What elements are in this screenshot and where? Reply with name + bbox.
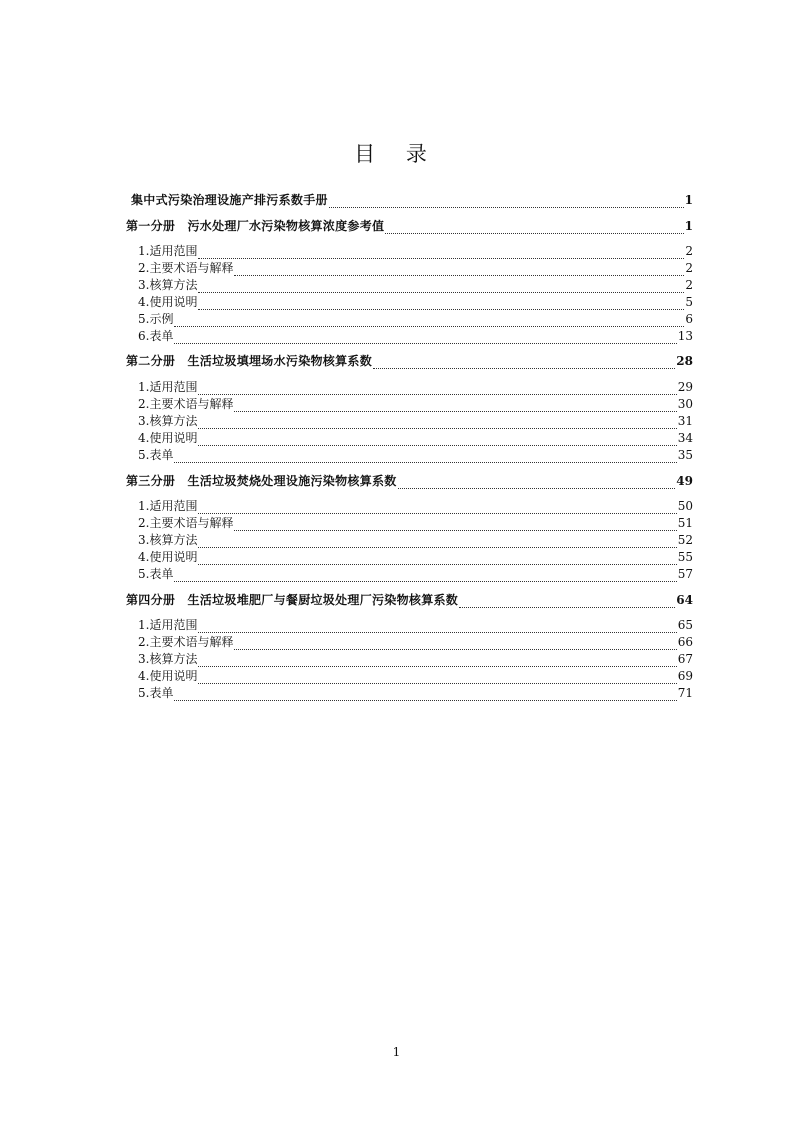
toc-entry-page: 30: [677, 397, 693, 411]
toc-leader-dots: [174, 315, 684, 327]
toc-entry-page: 2: [685, 244, 693, 258]
toc-subsection-entry[interactable]: [138, 243, 693, 259]
toc-title: 目 录: [354, 142, 439, 166]
toc-entry-page: 35: [677, 448, 693, 462]
toc-entry-label: 集中式污染治理设施产排污系数手册: [131, 193, 328, 207]
toc-section-entry[interactable]: [126, 473, 693, 489]
toc-leader-dots: [398, 477, 676, 489]
toc-section-entry[interactable]: [131, 192, 693, 208]
toc-leader-dots: [373, 357, 675, 369]
toc-entry-label: 1.适用范围: [138, 499, 198, 513]
toc-leader-dots: [234, 400, 676, 412]
toc-leader-dots: [198, 417, 676, 429]
toc-entry-label: 4.使用说明: [138, 550, 198, 564]
toc-entry-label: 第一分册 污水处理厂水污染物核算浓度参考值: [126, 219, 385, 233]
toc-entry-page: 29: [677, 380, 693, 394]
toc-subsection-entry[interactable]: [138, 413, 693, 429]
toc-entry-page: 65: [677, 618, 693, 632]
toc-leader-dots: [198, 672, 676, 684]
toc-leader-dots: [329, 196, 684, 208]
toc-entry-page: 66: [677, 635, 693, 649]
toc-entry-page: 64: [676, 593, 693, 607]
toc-leader-dots: [198, 536, 676, 548]
toc-entry-page: 6: [685, 312, 693, 326]
toc-leader-dots: [234, 264, 684, 276]
toc-entry-page: 67: [677, 652, 693, 666]
toc-leader-dots: [234, 519, 676, 531]
toc-section-entry[interactable]: [126, 218, 693, 234]
toc-entry-page: 69: [677, 669, 693, 683]
toc-entry-label: 3.核算方法: [138, 414, 198, 428]
toc-entry-label: 1.适用范围: [138, 618, 198, 632]
toc-leader-dots: [198, 247, 684, 259]
toc-entry-label: 1.适用范围: [138, 380, 198, 394]
toc-entry-label: 4.使用说明: [138, 431, 198, 445]
toc-entry-label: 2.主要术语与解释: [138, 516, 234, 530]
toc-leader-dots: [198, 434, 676, 446]
toc-entry-label: 5.表单: [138, 567, 174, 581]
toc-leader-dots: [198, 502, 676, 514]
toc-subsection-entry[interactable]: [138, 549, 693, 565]
toc-leader-dots: [174, 570, 676, 582]
toc-subsection-entry[interactable]: [138, 260, 693, 276]
toc-leader-dots: [385, 222, 683, 234]
toc-entry-page: 34: [677, 431, 693, 445]
toc-entry-label: 1.适用范围: [138, 244, 198, 258]
toc-leader-dots: [234, 638, 676, 650]
toc-entry-page: 51: [677, 516, 693, 530]
toc-entry-page: 28: [676, 354, 693, 368]
toc-leader-dots: [198, 553, 676, 565]
toc-entry-label: 3.核算方法: [138, 533, 198, 547]
toc-subsection-entry[interactable]: [138, 685, 693, 701]
page-number: 1: [392, 1045, 401, 1059]
toc-subsection-entry[interactable]: [138, 532, 693, 548]
toc-subsection-entry[interactable]: [138, 396, 693, 412]
toc-entry-label: 4.使用说明: [138, 295, 198, 309]
toc-entry-label: 第三分册 生活垃圾焚烧处理设施污染物核算系数: [126, 474, 397, 488]
toc-entry-label: 5.表单: [138, 686, 174, 700]
toc-entry-label: 6.表单: [138, 329, 174, 343]
toc-entry-page: 2: [685, 278, 693, 292]
toc-entry-label: 2.主要术语与解释: [138, 261, 234, 275]
toc-entry-page: 57: [677, 567, 693, 581]
toc-entry-page: 31: [677, 414, 693, 428]
toc-entry-label: 5.表单: [138, 448, 174, 462]
toc-entry-label: 第四分册 生活垃圾堆肥厂与餐厨垃圾处理厂污染物核算系数: [126, 593, 459, 607]
toc-entry-label: 4.使用说明: [138, 669, 198, 683]
toc-subsection-entry[interactable]: [138, 498, 693, 514]
toc-entry-page: 1: [684, 193, 693, 207]
toc-entry-page: 1: [684, 219, 693, 233]
toc-subsection-entry[interactable]: [138, 668, 693, 684]
toc-subsection-entry[interactable]: [138, 651, 693, 667]
toc-entry-label: 3.核算方法: [138, 652, 198, 666]
toc-subsection-entry[interactable]: [138, 430, 693, 446]
toc-subsection-entry[interactable]: [138, 617, 693, 633]
toc-entry-label: 5.示例: [138, 312, 174, 326]
toc-entry-page: 5: [685, 295, 693, 309]
toc-leader-dots: [459, 596, 675, 608]
toc-entry-page: 13: [677, 329, 693, 343]
toc-subsection-entry[interactable]: [138, 277, 693, 293]
toc-subsection-entry[interactable]: [138, 566, 693, 582]
toc-leader-dots: [198, 383, 676, 395]
toc-entry-page: 50: [677, 499, 693, 513]
toc-entry-page: 52: [677, 533, 693, 547]
toc-subsection-entry[interactable]: [138, 294, 693, 310]
toc-leader-dots: [174, 451, 676, 463]
toc-section-entry[interactable]: [126, 353, 693, 369]
toc-entry-label: 2.主要术语与解释: [138, 635, 234, 649]
toc-leader-dots: [198, 655, 676, 667]
toc-leader-dots: [198, 621, 676, 633]
toc-subsection-entry[interactable]: [138, 634, 693, 650]
toc-entry-page: 2: [685, 261, 693, 275]
toc-subsection-entry[interactable]: [138, 379, 693, 395]
toc-entry-page: 71: [677, 686, 693, 700]
toc-subsection-entry[interactable]: [138, 311, 693, 327]
toc-leader-dots: [198, 281, 684, 293]
toc-entry-page: 55: [677, 550, 693, 564]
toc-entry-label: 2.主要术语与解释: [138, 397, 234, 411]
toc-entry-label: 第二分册 生活垃圾填埋场水污染物核算系数: [126, 354, 373, 368]
toc-leader-dots: [198, 298, 684, 310]
toc-section-entry[interactable]: [126, 592, 693, 608]
toc-subsection-entry[interactable]: [138, 447, 693, 463]
toc-leader-dots: [174, 689, 676, 701]
toc-entry-page: 49: [676, 474, 693, 488]
toc-subsection-entry[interactable]: [138, 515, 693, 531]
toc-subsection-entry[interactable]: [138, 328, 693, 344]
toc-leader-dots: [174, 332, 676, 344]
toc-entry-label: 3.核算方法: [138, 278, 198, 292]
